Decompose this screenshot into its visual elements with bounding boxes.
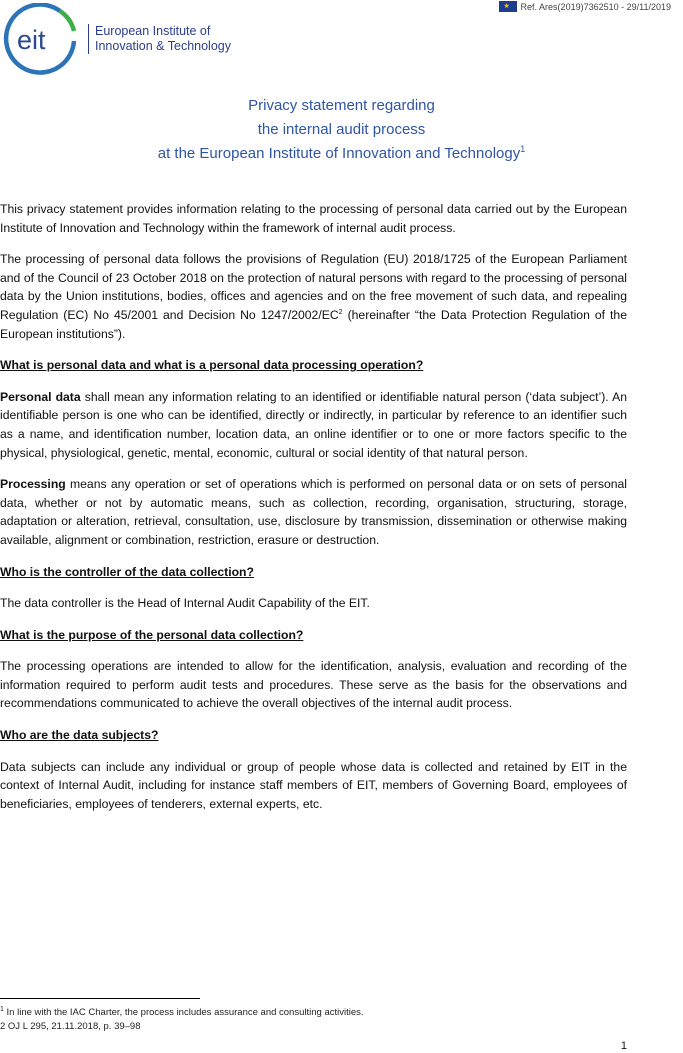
- title-footnote-mark: 1: [520, 144, 526, 154]
- intro-paragraph-2: [0, 250, 627, 343]
- title-line3-text: at the European Institute of Innovation and Technology: [157, 145, 521, 162]
- section-heading-personal-data: What is personal data and what is a personal data processing operation?: [0, 358, 424, 373]
- logo-ring-green: [60, 11, 74, 31]
- section-heading-purpose: What is the purpose of the personal data collection?: [0, 627, 304, 642]
- title-line3: [0, 142, 683, 166]
- footnotes: [0, 1006, 364, 1034]
- footnote-separator: [0, 998, 200, 999]
- personal-data-definition: [0, 388, 627, 462]
- organisation-name-line2: Innovation & Technology: [95, 39, 231, 53]
- section-heading-data-subjects: Who are the data subjects?: [0, 728, 159, 743]
- footnote-2: 2 OJ L 295, 21.11.2018, p. 39–98: [0, 1021, 141, 1032]
- controller-paragraph: The data controller is the Head of Internal Audit Capability of the EIT.: [0, 596, 370, 611]
- footnote-1-text: In line with the IAC Charter, the process includes assurance and consulting activities.: [3, 1007, 364, 1018]
- footnote-1-mark: 1: [0, 1005, 4, 1013]
- section-heading-controller: Who is the controller of the data collection?: [0, 564, 254, 579]
- title-line1: Privacy statement regarding: [248, 97, 435, 114]
- data-subjects-paragraph: Data subjects can include any individual or group of people whose data is collected and retained by EIT in the context of Internal Audit, including for instance staff members of EIT, members of Governing Board, employees of beneficiaries, employees of tenderers, external experts, etc.: [0, 759, 627, 811]
- intro-paragraph-1: This privacy statement provides information relating to the processing of personal data carried out by the European Institute of Innovation and Technology within the framework of internal audit process.: [0, 202, 627, 235]
- processing-definition-text: means any operation or set of operations which is performed on personal data or on sets of personal data, whether or not by automatic means, such as collection, recording, organisation, structuring, storage, adaptation or alteration, retrieval, consultation, use, disclosure by transmission, dissemination or otherwise making available, alignment or combination, restriction, erasure or destruction.: [0, 477, 627, 547]
- organisation-name: [88, 24, 231, 54]
- intro-paragraph-2-text: The processing of personal data follows the provisions of Regulation (EU) 2018/1725 of the European Parliament and of the Council of 23 October 2018 on the protection of natural persons with regard to the processing of personal data by the Union institutions, bodies, offices and agencies and on the free movement of such data, and repealing Regulation (EC) No 45/2001 and Decision No 1247/2002/EC: [0, 252, 627, 322]
- footnote-1: [0, 1006, 364, 1020]
- term-personal-data: Personal data: [0, 389, 81, 404]
- document-reference: [499, 1, 671, 12]
- personal-data-definition-text: shall mean any information relating to an identified or identifiable natural person (‘data subject’). An identifiable person is one who can be identified, directly or indirectly, in particular by reference to an identifier such as a name, and identification number, location data, an online identifier or to one or more factors specific to the physical, physiological, genetic, mental, economic, cultural or social identity of that natural person.: [0, 389, 628, 460]
- term-processing: Processing: [0, 477, 66, 492]
- document-title: [0, 94, 683, 166]
- title-line2: the internal audit process: [257, 121, 426, 138]
- processing-definition: [0, 475, 627, 549]
- logo-mark-text: eit: [17, 25, 46, 55]
- regulation-footnote-mark: 2: [338, 308, 343, 316]
- document-body: [0, 200, 627, 826]
- organisation-name-line1: European Institute of: [95, 24, 211, 38]
- eu-flag-icon: [499, 1, 517, 12]
- purpose-paragraph: The processing operations are intended to allow for the identification, analysis, evaluation and recording of the information required to perform audit tests and procedures. These serve as the basis for the observations and recommendations communicated to achieve the overall objectives of the internal audit process.: [0, 659, 627, 711]
- intro-paragraph-2-tail: (hereinafter “the Data Protection Regulation of the European institutions”).: [0, 307, 627, 341]
- page-number: 1: [620, 1040, 627, 1052]
- reference-text: Ref. Ares(2019)7362510 - 29/11/2019: [520, 1, 671, 12]
